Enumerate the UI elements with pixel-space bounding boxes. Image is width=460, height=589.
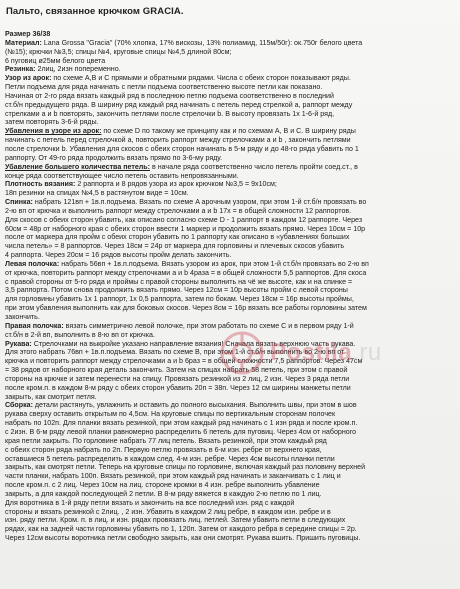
section-heading: Убавление большего количества петель: (5, 162, 151, 171)
line-text: после от маркера для пройм с обеих сторон убавить по 1 раппорту как описано в «убавлениях больших (5, 233, 350, 242)
text-line (5, 525, 455, 534)
line-text: Для скосов с обеих сторон убавить, как описано согласно схеме D - 1 раппорт в каждом 12 раппорте. Через (5, 215, 363, 224)
text-line (5, 92, 455, 101)
line-text: ст.б/н предыдущего ряда. В ширину ряд каждый ряд начинать с петель перед стрелкой a, раппорт между (5, 100, 353, 109)
text-line (5, 490, 455, 499)
text-line (5, 207, 455, 216)
text-line (5, 110, 455, 119)
text-line (5, 136, 455, 145)
text-line (5, 286, 455, 295)
text-line (5, 463, 455, 472)
text-line (5, 534, 455, 543)
text-line (5, 331, 455, 340)
line-text: 2 раппорта и 8 рядов узора из арок крючком №3,5 = 9х10см; (75, 180, 277, 189)
line-text: вязать симметрично левой полочке, при этом работать по схеме C и в первом ряду 1-й (63, 321, 354, 330)
line-text: ст.б/н в 2-й вп, выполнить в 8-ю вп от крючка. (5, 330, 155, 339)
section-heading: Спинка: (5, 198, 33, 207)
line-text: закрыть, как смотрит петля. (5, 392, 97, 401)
line-text: 2-ю вп от крючка и выполнить раппорт между стрелочками a и b 17х = в общей сложности 12 раппортов. (5, 206, 352, 215)
text-line (5, 172, 455, 181)
text-line (5, 216, 455, 225)
line-text: Для воротника в 1-й ряду петли вязать и закончить на все последний изн. ряд с каждой (5, 498, 295, 507)
text-line (5, 366, 455, 375)
text-line (5, 472, 455, 481)
text-line (5, 127, 455, 136)
section-heading: Убавления в узоре из арок: (5, 127, 102, 136)
document-body (5, 30, 455, 543)
line-text: стороны и вязать резинкой с 2лиц. , 2 изн. Убавить в каждом 2 лиц ребре, в каждом изн. ребре и в (5, 507, 331, 516)
line-text: конце ряда соответствующее число петель оставить непровязанными. (5, 171, 239, 180)
section-heading: Правая полочка: (5, 321, 64, 330)
text-line (5, 340, 455, 349)
text-line (5, 145, 455, 154)
line-text: края петли закрыть. По горловине набрать 77 лиц петель. Вязать резинкой, при этом каждый ряд (5, 436, 327, 445)
line-text: закрыть, а для каждой последующей 2 петли. В 8-м ряду вяжется в каждую 2-ю петлю по 1 лиц. (5, 489, 322, 498)
line-text: при этом убавления выполнить как для боковых скосов. Через 8см = 16р вязать все работы горловины затем (5, 304, 367, 313)
line-text: числа петель» = 8 раппортов. Через 18см = 24р от маркера для горловины и плечевых скосов убавить (5, 242, 345, 251)
line-text: после кром.п. с 2 лиц. Через 10см на лиц. стороне кромки в 4 изн. ребре выполнить убавление (5, 481, 320, 490)
section-heading: Рукава: (5, 339, 32, 348)
line-text: по схеме D по такому же принципу как и по схемам A, B и C. В ширину ряды (101, 127, 356, 136)
watermark-suffix: .ru (352, 339, 382, 366)
text-line (5, 508, 455, 517)
text-line (5, 57, 455, 66)
section-heading: Сборка: (5, 401, 33, 410)
line-text: стороны на крючке и затем перенести на спицу. Провязать резинкой из 2 лиц, 2 изн. Через 3 ряда петли (5, 374, 350, 383)
line-text: Петли подъема для ряда начинать с петли подъема соответственно высоте петли как показано. (5, 83, 323, 92)
line-text: Стрелочками на выкройке указано направление вязания! Сначала вязать верхнюю часть рукава. (31, 339, 356, 348)
line-text: Lana Grossa "Gracia" (70% хлопка, 17% вискозы, 13% полиамид, 115м/50г): ок.750г белого цвета (41, 38, 363, 47)
line-text: начинать с петель перед стрелочкой a, повторить раппорт между стрелочками a и b , закончить петлями (5, 136, 351, 145)
line-text: 60см = 48р от наборного края с обеих сторон ввести 1 маркер и продолжить вязать прямо. Через 10см = 10р (5, 224, 366, 233)
line-text: с 2изн. В 6-м ряду левой планки равномерно распределить 6 петель для пуговиц. Через 4см от наборного (5, 427, 357, 436)
line-text: рядах, как на задней части горловины убавить по 1, 120п. Затем от каждого ребра в середине спицы = 2р. (5, 525, 357, 534)
line-text: оставшиеся 5 петель распределить в каждом след. 4-м изн. ребре. Через 4см высоты планки петли (5, 454, 335, 463)
text-line (5, 39, 455, 48)
text-line (5, 118, 455, 127)
text-line (5, 233, 455, 242)
text-line (5, 455, 455, 464)
line-text: набрать 56вп + 1в.п.подъема. Вязать узором из арок, при этом 1-й ст.б/н провязать во 2-ю вп (59, 259, 369, 268)
line-text: раппорту. От 49-го ряда продолжить вязать прямо по 3-6-му ряду. (5, 153, 223, 162)
line-text: детали растянуть, увлажнить и оставить до полного высыхания. Выполнить швы, при этом в шов (32, 401, 357, 410)
line-text: по схеме A,B и C прямыми и обратными рядами. Числа с обеих сторон показывают ряды. (51, 74, 351, 83)
text-line (5, 225, 455, 234)
line-text: в начале ряда соответственно число петель пройти соед.ст., в (150, 162, 358, 171)
watermark-brand: Postila (270, 339, 353, 366)
text-line (5, 348, 455, 357)
line-text: с обеих сторон ряда набрать по 2п. Первую петлю провязать в 6-м изн. ребре от верхнего края, (5, 445, 322, 454)
text-line (5, 65, 455, 74)
line-text: = 38 рядов от наборного края деталь закончить. Затем на спицах набрать 58 петель, при этом с правой (5, 366, 348, 375)
line-text: 2лиц, 2изн попеременно. (35, 65, 121, 74)
line-text: изн. ряду петли. Кром. п. в лиц. и изн. рядах провязать лиц. петлей. Затем убавить петли в следующих (5, 516, 346, 525)
text-line (5, 269, 455, 278)
text-line (5, 516, 455, 525)
text-line (5, 393, 455, 402)
text-line (5, 419, 455, 428)
text-line (5, 401, 455, 410)
text-line (5, 30, 455, 39)
line-text: 3,5 раппорта. Потом снова продолжить вязать прямо. Через 12см = 10р высоты пройм с левой стороны (5, 286, 348, 295)
line-text: закончить. (5, 313, 40, 321)
section-heading: Плотность вязания: (5, 180, 76, 189)
text-line (5, 180, 455, 189)
text-line (5, 295, 455, 304)
text-line (5, 278, 455, 287)
text-line (5, 357, 455, 366)
text-line (5, 163, 455, 172)
document-title: Пальто, связанное крючком GRACIA. (6, 6, 184, 17)
text-line (5, 154, 455, 163)
text-line (5, 446, 455, 455)
text-line (5, 437, 455, 446)
text-line (5, 189, 455, 198)
line-text: Начиная от 2-го ряда вязать каждый ряд в последнюю петлю подъема соответственно в последний (5, 91, 334, 100)
text-line (5, 251, 455, 260)
text-line (5, 428, 455, 437)
text-line (5, 83, 455, 92)
line-text: закрыть, как смотрят петли. Теперь на круговые спицы по горловине, включая каждый раз половину верхней (5, 463, 366, 472)
text-line (5, 384, 455, 393)
line-text: с правой стороны от 5-го ряда и проймы с правой стороны выполнить на чё же высоте, как и на спинке = (5, 277, 353, 286)
line-text: набрать по 102п. Для планки вязать резинкой, при этом каждый ряд начинать с 1 изн ряда и после кром.п. (5, 419, 358, 428)
section-heading: Левая полочка: (5, 259, 60, 268)
text-line (5, 198, 455, 207)
line-text: от крючка, повторить раппорт между стрелочками a и b 4раза = в общей сложности 5,5 раппортов. Для скоса (5, 268, 367, 277)
line-text: 4 раппорта. Через 20см = 16 рядов высоты пройм делать закончить. (5, 251, 232, 260)
section-heading: Размер 36/38 (5, 30, 51, 38)
line-text: Через 12см высоты воротника петли свободно закрыть, как они смотрят. Рукава вшить. Пришить пуговицы. (5, 534, 361, 543)
text-line (5, 313, 455, 322)
line-text: после кром.п. в каждом 8-м ряду с обеих сторон убавить 20п = 38п. Через 12 см ширины манжеты петли (5, 383, 351, 392)
line-text: рукава сверху оставить открытым по 4,5см. На круговые спицы по вертикальным сторонам полочек (5, 410, 336, 419)
line-text: для горловины убавить 1х 1 раппорт, 1х 0,5 раппорта, затем по бокам. Через 18см = 16р высоты проймы, (5, 295, 354, 304)
text-line (5, 375, 455, 384)
line-text: стрелками a и b повторять, закончить петлями после стрелочки b. В высоту провязать 1х 1-6-й ряд, (5, 109, 335, 118)
text-line (5, 410, 455, 419)
line-text: 18п резинки на спицах №4,5 в растянутом виде = 10см. (5, 189, 189, 198)
line-text: 6 пуговиц ø25мм белого цвета (5, 56, 106, 65)
line-text: затем повторять 3-6-й ряды. (5, 118, 99, 127)
text-line (5, 242, 455, 251)
line-text: после стрелочки b. Убавления для скосов с обеих сторон начинать в 5-м ряду и до 48-го ряда убавить по 1 (5, 144, 359, 153)
line-text: набрать 121вп + 1в.п.подъема. Вязать по схеме A арочным узором, при этом 1-й ст.б/н провязать во (32, 198, 367, 207)
section-heading: Материал: (5, 38, 42, 47)
text-line (5, 260, 455, 269)
section-heading: Резинка: (5, 65, 36, 74)
text-line (5, 304, 455, 313)
text-line (5, 101, 455, 110)
section-heading: Узор из арок: (5, 74, 52, 83)
text-line (5, 322, 455, 331)
line-text: крючка и повторить раппорт между стрелочками a и b 6раз = в общей сложности 7,5 раппортов. Через 47см (5, 357, 363, 366)
line-text: части планки, набрать 100п. Вязать резинкой, при этом каждый ряд начинать и заканчивать с 1 лиц и (5, 472, 341, 481)
line-text: Для этого набрать 76вп + 1в.п.подъема. Вязать по схеме B, при этом 1-й ст.б/н выполнить во 2-ю вп от (5, 348, 345, 357)
text-line (5, 481, 455, 490)
text-line (5, 48, 455, 57)
line-text: (№15); крючки №3,5; спицы №4, круговые спицы №4,5 длиной 80см; (5, 47, 232, 56)
text-line (5, 499, 455, 508)
text-line (5, 74, 455, 83)
